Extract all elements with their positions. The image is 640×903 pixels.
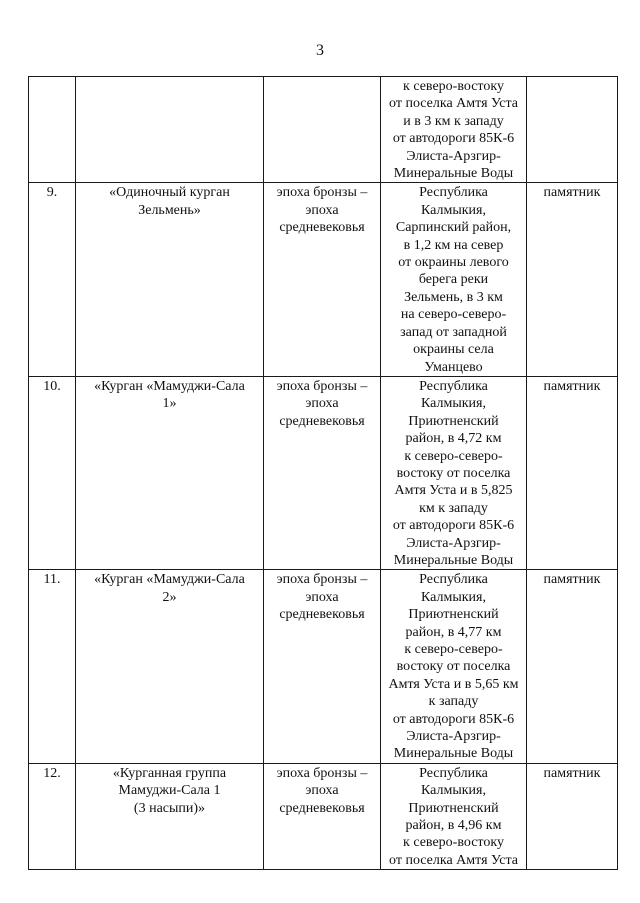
location-line: Республика xyxy=(419,185,488,201)
location-line: запад от западной xyxy=(400,324,507,340)
dating-line: эпоха бронзы – xyxy=(276,765,368,781)
location-line: от окраины левого xyxy=(398,255,509,271)
location-line: Минеральные Воды xyxy=(393,166,514,182)
object-name-cell xyxy=(76,763,264,869)
location-line: Минеральные Воды xyxy=(393,746,514,762)
location-line: Республика xyxy=(419,378,488,394)
location-line: Республика xyxy=(419,765,488,781)
object-name-cell xyxy=(76,376,264,569)
location-line: район, в 4,96 км xyxy=(405,818,502,834)
object-name-line: (3 насыпи)» xyxy=(133,800,206,816)
location-line: км к западу xyxy=(419,500,488,516)
location-line: на северо-северо- xyxy=(400,307,507,323)
location-cell xyxy=(381,77,527,183)
location-line: от автодороги 85К-6 xyxy=(392,711,515,727)
location-line: от автодороги 85К-6 xyxy=(392,131,515,147)
dating-line: эпоха бронзы – xyxy=(276,572,368,588)
location-cell xyxy=(381,183,527,376)
table-row xyxy=(29,77,618,183)
location-line: Уманцево xyxy=(424,359,483,375)
row-number-text: 10. xyxy=(43,378,61,394)
table-row xyxy=(29,763,618,869)
row-number-cell xyxy=(29,763,76,869)
category-cell xyxy=(527,183,618,376)
table-row xyxy=(29,376,618,569)
location-line: Амтя Уста и в 5,65 км xyxy=(388,676,519,692)
row-number-text: 9. xyxy=(46,185,58,201)
location-line: Калмыкия, xyxy=(421,783,486,799)
object-name-cell xyxy=(76,570,264,763)
dating-line: эпоха xyxy=(305,396,339,412)
object-name-line: 2» xyxy=(162,589,177,605)
dating-line: эпоха xyxy=(305,589,339,605)
location-line: Калмыкия, xyxy=(421,589,486,605)
dating-line: средневековья xyxy=(279,800,365,816)
heritage-registry-table xyxy=(28,76,618,870)
location-line: берега реки xyxy=(418,272,489,288)
object-name-line: «Курган «Мамуджи-Сала xyxy=(94,572,245,588)
row-number-cell xyxy=(29,77,76,183)
object-name-line: «Курган «Мамуджи-Сала xyxy=(94,378,245,394)
dating-cell xyxy=(264,77,381,183)
location-line: Амтя Уста и в 5,825 xyxy=(394,483,513,499)
location-line: Приютненский xyxy=(408,800,499,816)
location-line: от поселка Амтя Уста xyxy=(389,96,518,112)
row-number-text: 12. xyxy=(43,765,61,781)
dating-line: средневековья xyxy=(279,413,365,429)
table-row xyxy=(29,183,618,376)
category-cell xyxy=(527,376,618,569)
location-line: Калмыкия, xyxy=(421,396,486,412)
location-line: Приютненский xyxy=(408,607,499,623)
object-name-line: «Одиночный курган xyxy=(109,185,230,201)
location-line: в 1,2 км на север xyxy=(403,237,504,253)
dating-line: эпоха xyxy=(305,783,339,799)
location-line: от автодороги 85К-6 xyxy=(392,518,515,534)
category-text: памятник xyxy=(543,765,601,781)
table-row xyxy=(29,570,618,763)
location-line: Элиста-Арзгир- xyxy=(406,535,501,551)
location-line: от поселка Амтя Уста xyxy=(389,852,518,868)
location-line: к северо-северо- xyxy=(404,642,503,657)
dating-cell xyxy=(264,763,381,869)
row-number-cell xyxy=(29,183,76,376)
dating-line: эпоха бронзы – xyxy=(276,185,368,201)
category-text: памятник xyxy=(543,572,601,588)
page-number: 3 xyxy=(316,42,324,59)
location-line: район, в 4,77 км xyxy=(405,624,502,640)
category-text: памятник xyxy=(543,185,601,201)
location-line: к северо-востоку xyxy=(403,835,504,851)
dating-cell xyxy=(264,183,381,376)
dating-cell xyxy=(264,570,381,763)
location-line: к северо-востоку xyxy=(403,79,504,94)
location-cell xyxy=(381,763,527,869)
dating-line: средневековья xyxy=(279,220,365,236)
row-number-cell xyxy=(29,376,76,569)
object-name-line: Зельмень» xyxy=(138,202,201,218)
location-line: Сарпинский район, xyxy=(395,220,512,236)
category-cell xyxy=(527,570,618,763)
registry-table-body xyxy=(29,77,618,870)
location-line: Элиста-Арзгир- xyxy=(406,148,501,164)
object-name-cell xyxy=(76,183,264,376)
location-line: окраины села xyxy=(413,342,494,358)
category-cell xyxy=(527,77,618,183)
category-cell xyxy=(527,763,618,869)
category-text: памятник xyxy=(543,378,601,394)
object-name-line: «Курганная группа xyxy=(112,765,227,781)
location-line: Зельмень, в 3 км xyxy=(404,289,503,305)
object-name-line: Мамуджи-Сала 1 xyxy=(118,783,221,799)
location-line: Элиста-Арзгир- xyxy=(406,729,501,745)
location-line: район, в 4,72 км xyxy=(405,431,502,447)
location-line: к северо-северо- xyxy=(404,448,503,464)
dating-line: эпоха бронзы – xyxy=(276,378,368,394)
location-line: и в 3 км к западу xyxy=(403,113,504,129)
dating-line: эпоха xyxy=(305,202,339,218)
dating-line: средневековья xyxy=(279,607,365,623)
location-line: востоку от поселка xyxy=(396,659,511,675)
location-line: Калмыкия, xyxy=(421,202,486,218)
location-line: Минеральные Воды xyxy=(393,552,514,568)
object-name-cell xyxy=(76,77,264,183)
location-cell xyxy=(381,570,527,763)
row-number-text: 11. xyxy=(43,572,61,588)
location-cell xyxy=(381,376,527,569)
location-line: Приютненский xyxy=(408,413,499,429)
dating-cell xyxy=(264,376,381,569)
location-line: Республика xyxy=(419,572,488,588)
location-line: востоку от поселка xyxy=(396,465,511,481)
object-name-line: 1» xyxy=(162,396,177,412)
location-line: к западу xyxy=(428,694,479,710)
row-number-cell xyxy=(29,570,76,763)
